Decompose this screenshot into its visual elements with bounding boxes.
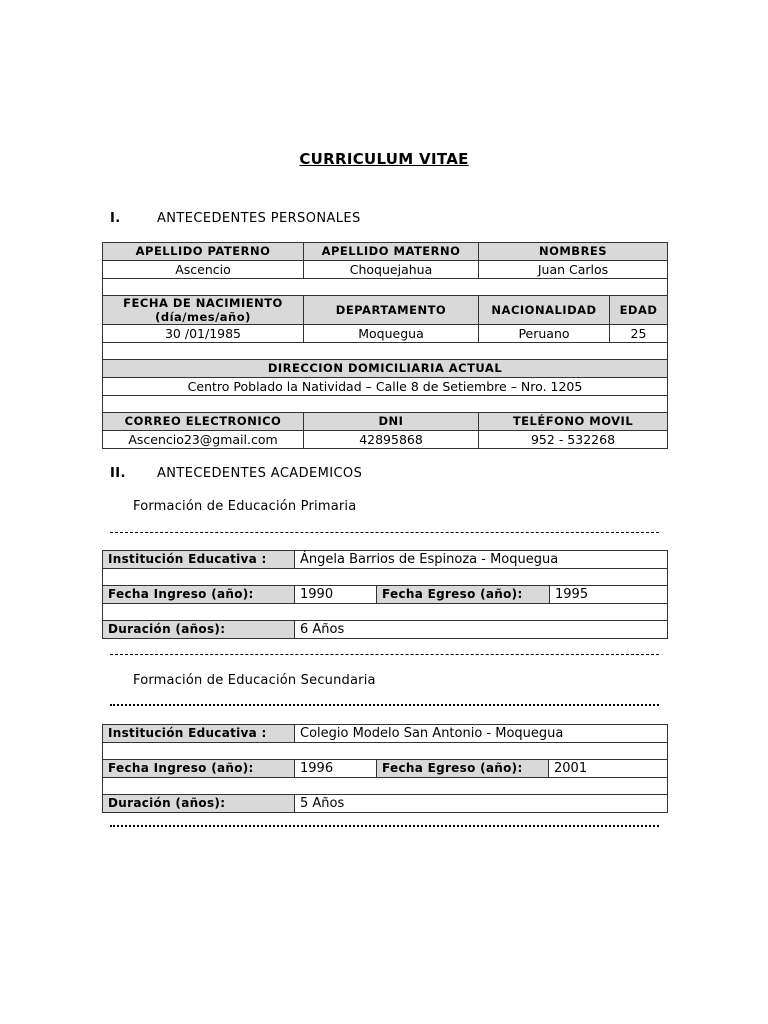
fecha-nacimiento-header — [103, 296, 304, 325]
nombres-value: Juan Carlos — [479, 261, 668, 279]
direccion-header: DIRECCION DOMICILIARIA ACTUAL — [103, 360, 668, 378]
dni-header: DNI — [304, 413, 479, 431]
spacer-row — [103, 396, 668, 413]
secundaria-ingreso-label: Fecha Ingreso (año): — [103, 760, 295, 778]
secundaria-ingreso-value: 1996 — [295, 760, 377, 778]
secundaria-institucion-label: Institución Educativa : — [103, 725, 295, 743]
fecha-nacimiento-value: 30 /01/1985 — [103, 325, 304, 343]
spacer-row — [103, 569, 668, 586]
secundaria-egreso-label: Fecha Egreso (año): — [377, 760, 549, 778]
divider-line — [110, 704, 659, 706]
departamento-header: DEPARTAMENTO — [304, 296, 479, 325]
primaria-table — [102, 550, 668, 639]
correo-value: Ascencio23@gmail.com — [103, 431, 304, 449]
primaria-institucion-label: Institución Educativa : — [103, 551, 295, 569]
spacer-row — [103, 604, 668, 621]
apellido-paterno-value: Ascencio — [103, 261, 304, 279]
nombres-header: NOMBRES — [479, 243, 668, 261]
secundaria-duracion-label: Duración (años): — [103, 795, 295, 813]
spacer-row — [103, 343, 668, 360]
section-2-number: II. — [110, 466, 126, 481]
section-1-number: I. — [110, 211, 121, 226]
spacer-row — [103, 743, 668, 760]
apellido-materno-header: APELLIDO MATERNO — [304, 243, 479, 261]
divider-line — [110, 825, 659, 827]
direccion-value: Centro Poblado la Natividad – Calle 8 de Setiembre – Nro. 1205 — [103, 378, 668, 396]
departamento-value: Moquegua — [304, 325, 479, 343]
divider-line — [110, 532, 659, 533]
telefono-value: 952 - 532268 — [479, 431, 668, 449]
secundaria-table — [102, 724, 668, 813]
divider-line — [110, 654, 659, 655]
primaria-heading: Formación de Educación Primaria — [133, 499, 357, 514]
apellido-paterno-header: APELLIDO PATERNO — [103, 243, 304, 261]
primaria-duracion-label: Duración (años): — [103, 621, 295, 639]
document-title: CURRICULUM VITAE — [299, 150, 469, 168]
dni-value: 42895868 — [304, 431, 479, 449]
apellido-materno-value: Choquejahua — [304, 261, 479, 279]
primaria-duracion-value: 6 Años — [295, 621, 668, 639]
edad-value: 25 — [610, 325, 668, 343]
nacionalidad-header: NACIONALIDAD — [479, 296, 610, 325]
primaria-ingreso-value: 1990 — [295, 586, 377, 604]
correo-header: CORREO ELECTRONICO — [103, 413, 304, 431]
primaria-ingreso-label: Fecha Ingreso (año): — [103, 586, 295, 604]
spacer-row — [103, 778, 668, 795]
section-2-title: ANTECEDENTES ACADEMICOS — [157, 466, 363, 481]
telefono-header: TELÉFONO MOVIL — [479, 413, 668, 431]
secundaria-egreso-value: 2001 — [549, 760, 668, 778]
primaria-institucion-value: Ángela Barrios de Espinoza - Moquegua — [295, 551, 668, 569]
primaria-egreso-value: 1995 — [550, 586, 668, 604]
spacer-row — [103, 279, 668, 296]
nacionalidad-value: Peruano — [479, 325, 610, 343]
primaria-egreso-label: Fecha Egreso (año): — [377, 586, 550, 604]
secundaria-duracion-value: 5 Años — [295, 795, 668, 813]
section-1-title: ANTECEDENTES PERSONALES — [157, 211, 361, 226]
edad-header: EDAD — [610, 296, 668, 325]
secundaria-heading: Formación de Educación Secundaria — [133, 673, 376, 688]
personal-data-table — [102, 242, 668, 449]
fecha-nacimiento-header-line2: (día/mes/año) — [155, 310, 251, 324]
secundaria-institucion-value: Colegio Modelo San Antonio - Moquegua — [295, 725, 668, 743]
fecha-nacimiento-header-line1: FECHA DE NACIMIENTO — [123, 296, 283, 310]
